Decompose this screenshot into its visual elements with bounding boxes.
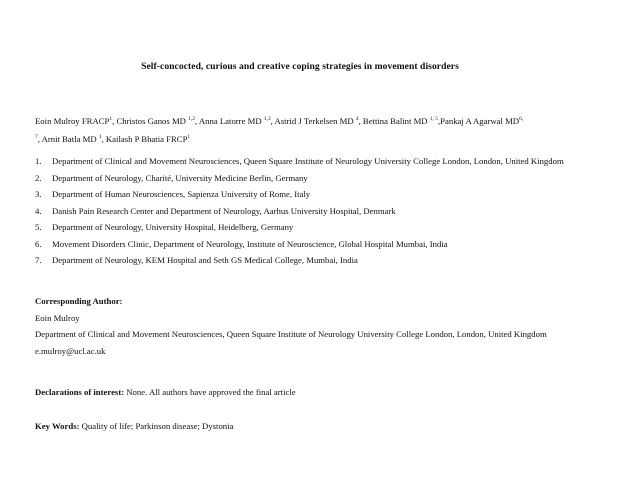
- author-separator: ,: [37, 134, 42, 144]
- declarations-label: Declarations of interest:: [35, 387, 125, 397]
- affiliation-number: 4.: [35, 205, 42, 216]
- author-name: Bettina Balint MD: [362, 116, 430, 126]
- keywords: [35, 418, 595, 435]
- declarations-text: None. All authors have approved the final article: [124, 387, 296, 397]
- corresponding-author-address: Department of Clinical and Movement Neurosciences, Queen Square Institute of Neurology University College London, London, United Kingdom: [35, 329, 547, 339]
- author-name: Astrid J Terkelsen MD: [274, 116, 356, 126]
- affiliation-number: 2.: [35, 172, 42, 183]
- affiliation-text: Department of Neurology, KEM Hospital and Seth GS Medical College, Mumbai, India: [52, 255, 358, 265]
- author-affiliation-marker: 1,2: [188, 116, 195, 122]
- author-name: Anna Latorre MD: [198, 116, 264, 126]
- affiliation-text: Danish Pain Research Center and Department of Neurology, Aarhus University Hospital, Denmark: [52, 205, 396, 216]
- author-affiliation-marker: 1,3: [263, 116, 271, 122]
- affiliation-item: [35, 186, 595, 203]
- affiliation-number: 1.: [35, 156, 42, 166]
- author-name: Pankaj A Agarwal MD: [440, 116, 520, 126]
- author-affiliation-marker: 7: [35, 134, 38, 140]
- affiliation-item: [35, 219, 595, 236]
- affiliation-item: [35, 252, 595, 269]
- author-separator: ,: [270, 116, 275, 126]
- author-separator: ,: [112, 116, 117, 126]
- keywords-text: Quality of life; Parkinson disease; Dystonia: [79, 421, 234, 431]
- author-separator: ,: [101, 134, 106, 144]
- author-list: [35, 112, 595, 148]
- author-affiliation-marker: 1: [187, 134, 191, 140]
- affiliation-number: 3.: [35, 189, 42, 199]
- affiliation-text: Department of Neurology, Charité, University Medicine Berlin, Germany: [52, 172, 308, 183]
- author-separator: ,: [195, 116, 199, 126]
- affiliation-text: Movement Disorders Clinic, Department of Neurology, Institute of Neuroscience, Global Hospital Mumbai, India: [52, 238, 448, 249]
- paper-title: Self-concocted, curious and creative coping strategies in movement disorders: [141, 61, 459, 72]
- affiliation-item: [35, 203, 595, 220]
- affiliation-item: [35, 170, 595, 187]
- author-affiliation-marker: 1: [98, 134, 102, 140]
- author-affiliation-marker: 1, 5: [429, 116, 438, 122]
- author-separator: ,: [358, 116, 363, 126]
- author-name: Arnit Batla MD: [41, 134, 99, 144]
- author-name: Eoin Mulroy FRACP: [35, 116, 110, 126]
- affiliation-number: 5.: [35, 222, 42, 232]
- author-affiliation-marker: 4: [355, 116, 359, 122]
- author-name: Kailash P Bhatia FRCP: [105, 134, 188, 144]
- affiliation-item: [35, 236, 595, 253]
- declarations-of-interest: [35, 384, 595, 401]
- corresponding-author-email: e.mulroy@ucl.ac.uk: [35, 345, 106, 356]
- author-affiliation-marker: 6,: [519, 116, 524, 122]
- author-affiliation-marker: 1: [109, 116, 113, 122]
- affiliation-number: 6.: [35, 238, 42, 249]
- corresponding-author-name: Eoin Mulroy: [35, 312, 80, 323]
- affiliation-text: Department of Neurology, University Hospital, Heidelberg, Germany: [52, 222, 294, 232]
- affiliation-text: Department of Human Neurosciences, Sapienza University of Rome, Italy: [52, 189, 311, 199]
- keywords-label: Key Words:: [35, 421, 80, 431]
- author-name: Christos Ganos MD: [116, 116, 189, 126]
- affiliation-number: 7.: [35, 255, 42, 265]
- corresponding-author-heading: Corresponding Author:: [35, 296, 123, 306]
- affiliation-text: Department of Clinical and Movement Neurosciences, Queen Square Institute of Neurology University College London, London, United Kingdom: [52, 156, 564, 166]
- author-separator: ,: [438, 116, 441, 126]
- affiliation-list: [35, 153, 595, 269]
- affiliation-item: [35, 153, 595, 170]
- corresponding-author-block: [35, 293, 595, 359]
